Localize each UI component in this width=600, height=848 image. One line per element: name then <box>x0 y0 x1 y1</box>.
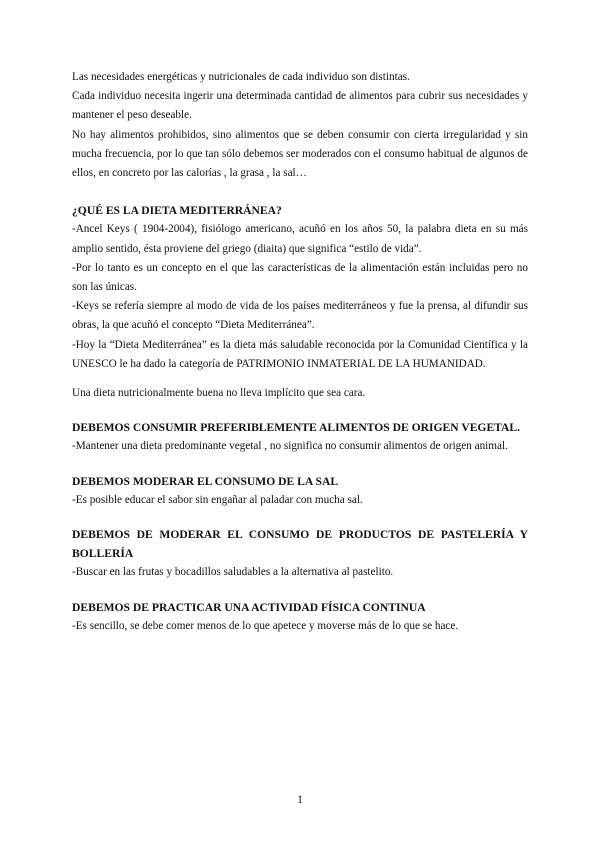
section-heading-pasteleria: DEBEMOS DE MODERAR EL CONSUMO DE PRODUCTOS DE PASTELERÍA Y BOLLERÍA <box>72 528 528 561</box>
document-page <box>72 68 528 636</box>
page-number: 1 <box>297 794 303 806</box>
section-heading-dieta-mediterranea: ¿QUÉ ES LA DIETA MEDITERRÁNEA? <box>72 204 282 218</box>
section1-paragraph-4: -Hoy la “Dieta Mediterránea” es la dieta más saludable reconocida por la Comunidad Científica y la UNESCO le ha dado la categoría de PATRIMONIO INMATERIAL DE LA HUMANIDAD. <box>72 338 528 370</box>
section-heading-origen-vegetal: DEBEMOS CONSUMIR PREFERIBLEMENTE ALIMENTOS DE ORIGEN VEGETAL. <box>72 421 521 435</box>
section3-text: -Es posible educar el sabor sin engañar al paladar con mucha sal. <box>72 493 363 506</box>
section-heading-sal: DEBEMOS MODERAR EL CONSUMO DE LA SAL <box>72 474 339 488</box>
intro-paragraph-3: No hay alimentos prohibidos, sino alimentos que se deben consumir con cierta irregularidad y sin mucha frecuencia, por lo que tan sólo debemos ser moderados con el consumo habitual de algunos de ellos, en concreto por las calorías , la grasa , la sal… <box>72 128 528 180</box>
section1-paragraph-3: -Keys se refería siempre al modo de vida de los países mediterráneos y fue la prensa, al difundir sus obras, la que acuñó el concepto “Dieta Mediterránea”. <box>72 300 528 332</box>
intro-paragraph-2: Cada individuo necesita ingerir una determinada cantidad de alimentos para cubrir sus necesidades y mantener el peso deseable. <box>72 90 528 122</box>
section-heading-actividad-fisica: DEBEMOS DE PRACTICAR UNA ACTIVIDAD FÍSICA CONTINUA <box>72 600 426 614</box>
section4-text: -Buscar en las frutas y bocadillos saludables a la alternativa al pastelito. <box>72 566 394 579</box>
section2-text: -Mantener una dieta predominante vegetal , no significa no consumir alimentos de origen animal. <box>72 440 508 453</box>
section1-paragraph-2: -Por lo tanto es un concepto en el que las características de la alimentación están incluidas pero no son las únicas. <box>72 261 528 294</box>
section5-text: -Es sencillo, se debe comer menos de lo que apetece y moverse más de lo que se hace. <box>72 619 459 632</box>
section1-paragraph-1: -Ancel Keys ( 1904-2004), fisiólogo americano, acuñó en los años 50, la palabra dieta en su más amplio sentido, ésta proviene del griego (diaita) que significa “estilo de vida”. <box>72 223 528 255</box>
section1-note: Una dieta nutricionalmente buena no lleva implícito que sea cara. <box>72 387 366 400</box>
intro-line-1: Las necesidades energéticas y nutricionales de cada individuo son distintas. <box>72 71 410 83</box>
